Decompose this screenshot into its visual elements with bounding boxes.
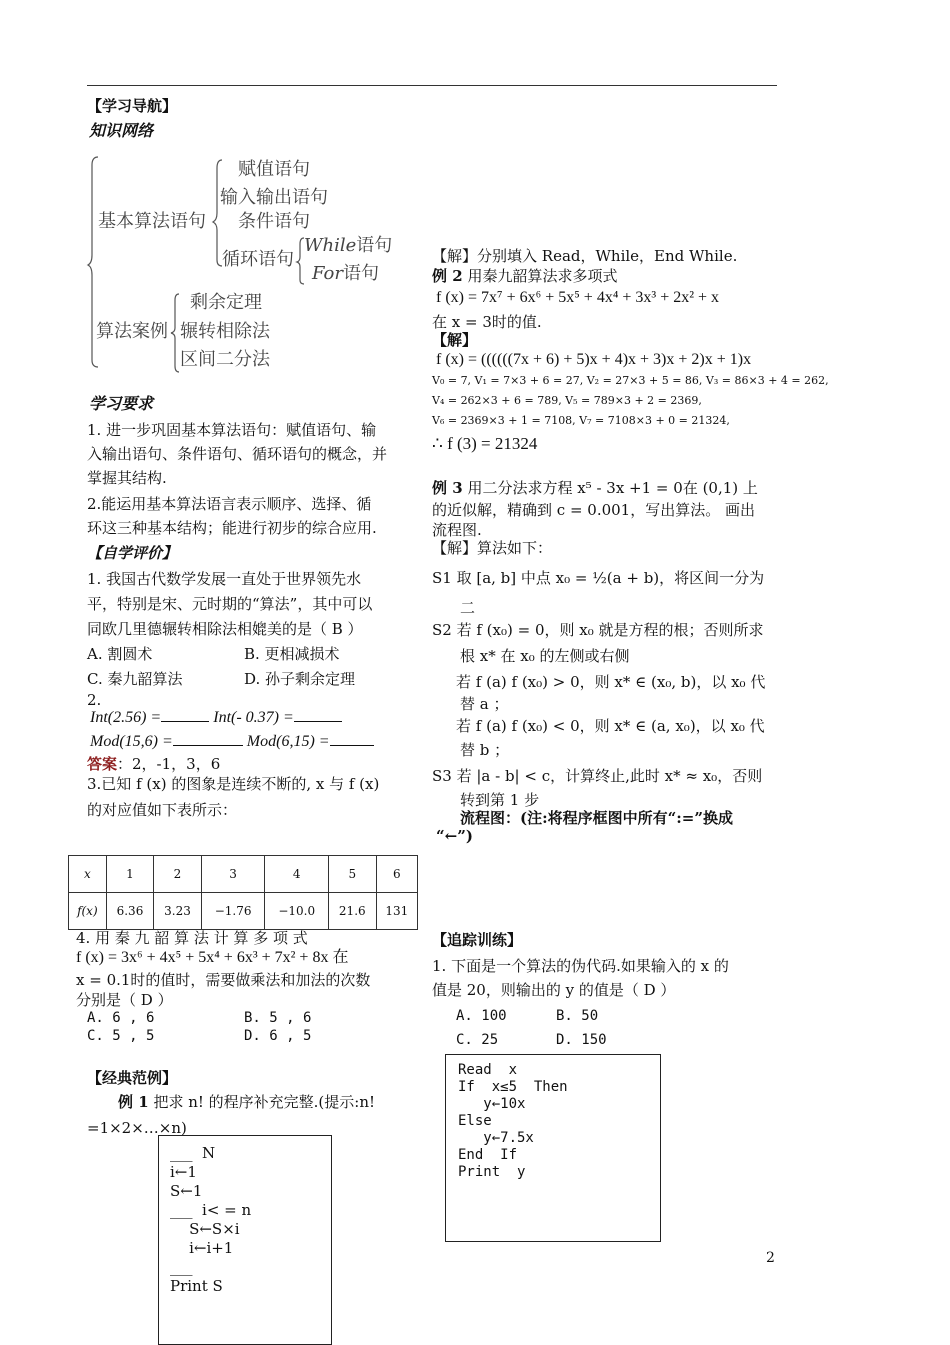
table-fx-label: f(x) — [69, 893, 107, 930]
sol2-result: ∴ f (3) = 21324 — [432, 434, 538, 453]
code-line: y←10x — [458, 1096, 526, 1112]
ex2-title: 例 2 用秦九韶算法求多项式 — [432, 267, 618, 285]
track-title: 【追踪训练】 — [432, 931, 523, 949]
q4-option-d: D. 6 , 5 — [244, 1028, 312, 1044]
flow-note-line-2: “←”) — [436, 827, 473, 845]
s2-line-4: 替 a ； — [460, 695, 509, 713]
ex2-at: 在 x = 3时的值. — [432, 313, 542, 331]
table-row — [69, 893, 418, 930]
q2-int-1: Int(2.56) = — [90, 709, 162, 726]
network-title: 知识网络 — [89, 121, 154, 140]
table-x-label: x — [69, 856, 107, 893]
tree-cases: 算法案例 — [96, 321, 168, 342]
table-cell: 6 — [376, 856, 417, 893]
s2-line-1: S2 若 f (x₀) = 0，则 x₀ 就是方程的根；否则所求 — [432, 621, 764, 639]
table-cell: 6.36 — [106, 893, 154, 930]
code-line: ___ i< = n — [170, 1201, 252, 1219]
q4-line-4: 分别是（ D ） — [76, 991, 173, 1009]
table-cell: 3 — [201, 856, 265, 893]
sol1: 【解】分别填入 Read，While，End While. — [432, 247, 738, 265]
page-number: 2 — [766, 1250, 775, 1266]
q1-option-b: B. 更相减损术 — [244, 645, 340, 663]
q1-line-1: 1. 我国古代数学发展一直处于世界领先水 — [87, 570, 362, 588]
code-line: S←S×i — [170, 1220, 240, 1238]
nav-title: 【学习导航】 — [87, 97, 178, 115]
s3-line-1: S3 若 |a - b| < c，计算终止,此时 x* ≈ x₀，否则 — [432, 767, 763, 785]
q2-int-2: Int(- 0.37) = — [213, 709, 294, 726]
pseudocode — [458, 1062, 568, 1181]
q3-line-1: 3.已知 f (x) 的图象是连续不断的, x 与 f (x) — [87, 775, 380, 793]
req-line-5: 环这三种基本结构；能进行初步的综合应用. — [87, 519, 377, 537]
table-cell: 2 — [154, 856, 202, 893]
t1-option-b: B. 50 — [556, 1008, 599, 1024]
tree-while: While语句 — [304, 235, 393, 256]
t1-option-a: A. 100 — [456, 1008, 507, 1024]
code-line: Print y — [458, 1164, 526, 1180]
code-line: Else — [458, 1113, 492, 1129]
ex3-line-2: 的近似解，精确到 c = 0.001，写出算法。 画出 — [432, 501, 755, 519]
q1-option-c: C. 秦九韶算法 — [87, 670, 183, 688]
s2-line-3: 若 f (a) f (x₀) > 0，则 x* ∈ (x₀, b)，以 x₀ 代 — [456, 673, 766, 691]
ex3-line-3: 流程图. — [432, 521, 482, 539]
q4-option-b: B. 5 , 6 — [244, 1010, 312, 1026]
req-line-1: 1. 进一步巩固基本算法语句：赋值语句、输 — [87, 421, 377, 439]
code-line: ___ N — [170, 1144, 216, 1162]
tree-for: For语句 — [312, 263, 379, 284]
sol2-label: 【解】 — [432, 331, 478, 349]
code-line: y←7.5x — [458, 1130, 534, 1146]
table-cell: −10.0 — [265, 893, 329, 930]
table-cell: 21.6 — [329, 893, 377, 930]
code-line: If x≤5 Then — [458, 1079, 568, 1095]
q1-option-d: D. 孙子剩余定理 — [244, 670, 356, 688]
req-title: 学习要求 — [89, 394, 154, 413]
s2-line-5: 若 f (a) f (x₀) < 0，则 x* ∈ (a, x₀)，以 x₀ 代 — [456, 717, 765, 735]
q2-expr-row-1 — [90, 708, 342, 728]
s2-line-2: 根 x* 在 x₀ 的左侧或右侧 — [460, 647, 630, 665]
req-line-2: 入输出语句、条件语句、循环语句的概念，并 — [87, 445, 388, 463]
sol2-v-line-2: V₄ = 262×3 + 6 = 789, V₅ = 789×3 + 2 = 2369, — [432, 394, 702, 407]
q2-expr-row-2 — [90, 732, 374, 752]
code-line: i←1 — [170, 1163, 197, 1181]
t1-option-d: D. 150 — [556, 1032, 607, 1048]
q2-mod-2: Mod(6,15) = — [246, 733, 330, 750]
sol3: 【解】算法如下： — [432, 539, 553, 557]
flow-note-line-1: 流程图：(注:将程序框图中所有“:=”换成 — [460, 809, 733, 827]
ex1-line-1: 例 1 把求 n! 的程序补充完整.(提示:n! — [118, 1093, 376, 1111]
s1-line-1: S1 取 [a, b] 中点 x₀ = ½(a + b)，将区间一分为 — [432, 569, 765, 587]
self-title: 【自学评价】 — [87, 544, 178, 562]
value-table — [68, 855, 418, 930]
code-line: S←1 — [170, 1182, 203, 1200]
ex2-polynomial: f (x) = 7x⁷ + 6x⁶ + 5x⁵ + 4x⁴ + 3x³ + 2x² + x — [436, 289, 720, 306]
code-line: Print S — [170, 1277, 223, 1295]
tree-assign: 赋值语句 — [238, 159, 310, 180]
table-cell: 131 — [376, 893, 417, 930]
req-line-3: 掌握其结构. — [87, 469, 167, 487]
ex3-line-1: 例 3 用二分法求方程 x⁵ - 3x +1 = 0在 (0,1) 上 — [432, 479, 758, 497]
tree-case2: 辗转相除法 — [180, 321, 270, 342]
q4-line-2: f (x) = 3x⁶ + 4x⁵ + 5x⁴ + 6x³ + 7x² + 8x 在 — [76, 949, 349, 966]
t1-option-c: C. 25 — [456, 1032, 499, 1048]
tree-cond: 条件语句 — [238, 211, 310, 232]
ex1-line-2: =1×2×…×n) — [87, 1119, 187, 1137]
table-cell: 3.23 — [154, 893, 202, 930]
classic-title: 【经典范例】 — [87, 1069, 178, 1087]
q4-line-1: 4. 用 秦 九 韶 算 法 计 算 多 项 式 — [76, 929, 308, 947]
q1-option-a: A. 割圆术 — [87, 645, 153, 663]
header-rule — [87, 85, 777, 86]
tree-io: 输入输出语句 — [220, 187, 328, 208]
s3-line-2: 转到第 1 步 — [460, 791, 540, 809]
q4-option-a: A. 6 , 6 — [87, 1010, 155, 1026]
table-cell: 1 — [106, 856, 154, 893]
q3-line-2: 的对应值如下表所示： — [87, 801, 238, 819]
req-line-4: 2.能运用基本算法语言表示顺序、选择、循 — [87, 495, 372, 513]
sol2-v-line-3: V₆ = 2369×3 + 1 = 7108, V₇ = 7108×3 + 0 = 21324, — [432, 414, 730, 427]
q4-line-3: x = 0.1时的值时，需要做乘法和加法的次数 — [76, 971, 371, 989]
q4-option-c: C. 5 , 5 — [87, 1028, 155, 1044]
tree-loop: 循环语句 — [222, 249, 294, 270]
q1-line-2: 平，特别是宋、元时期的“算法”，其中可以 — [87, 595, 373, 613]
code-line: Read x — [458, 1062, 518, 1078]
tree-case1: 剩余定理 — [190, 292, 262, 313]
t1-line-1: 1. 下面是一个算法的伪代码.如果输入的 x 的 — [432, 957, 729, 975]
code-line: i←i+1 — [170, 1239, 234, 1257]
code-line: End If — [458, 1147, 518, 1163]
table-cell: 4 — [265, 856, 329, 893]
q2-number: 2. — [87, 691, 102, 709]
sol2-v-line-1: V₀ = 7, V₁ = 7×3 + 6 = 27, V₂ = 27×3 + 5 = 86, V₃ = 86×3 + 4 = 262, — [432, 374, 829, 387]
factorial-code — [170, 1144, 251, 1296]
s1-line-2: 二 — [460, 599, 476, 617]
tree-basic-statements: 基本算法语句 — [98, 211, 206, 232]
q1-line-3: 同欧几里德辗转相除法相媲美的是（ B ） — [87, 620, 363, 638]
sol2-horner: f (x) = ((((((7x + 6) + 5)x + 4)x + 3)x + 2)x + 1)x — [436, 351, 752, 368]
s2-line-6: 替 b ； — [460, 741, 510, 759]
table-row — [69, 856, 418, 893]
table-cell: −1.76 — [201, 893, 265, 930]
q2-answer: 答案：2，-1，3，6 — [87, 755, 221, 773]
table-cell: 5 — [329, 856, 377, 893]
t1-line-2: 值是 20，则输出的 y 的值是（ D ） — [432, 981, 676, 999]
code-line: ___ — [170, 1258, 193, 1276]
q2-mod-1: Mod(15,6) = — [90, 733, 173, 750]
tree-case3: 区间二分法 — [180, 349, 270, 370]
